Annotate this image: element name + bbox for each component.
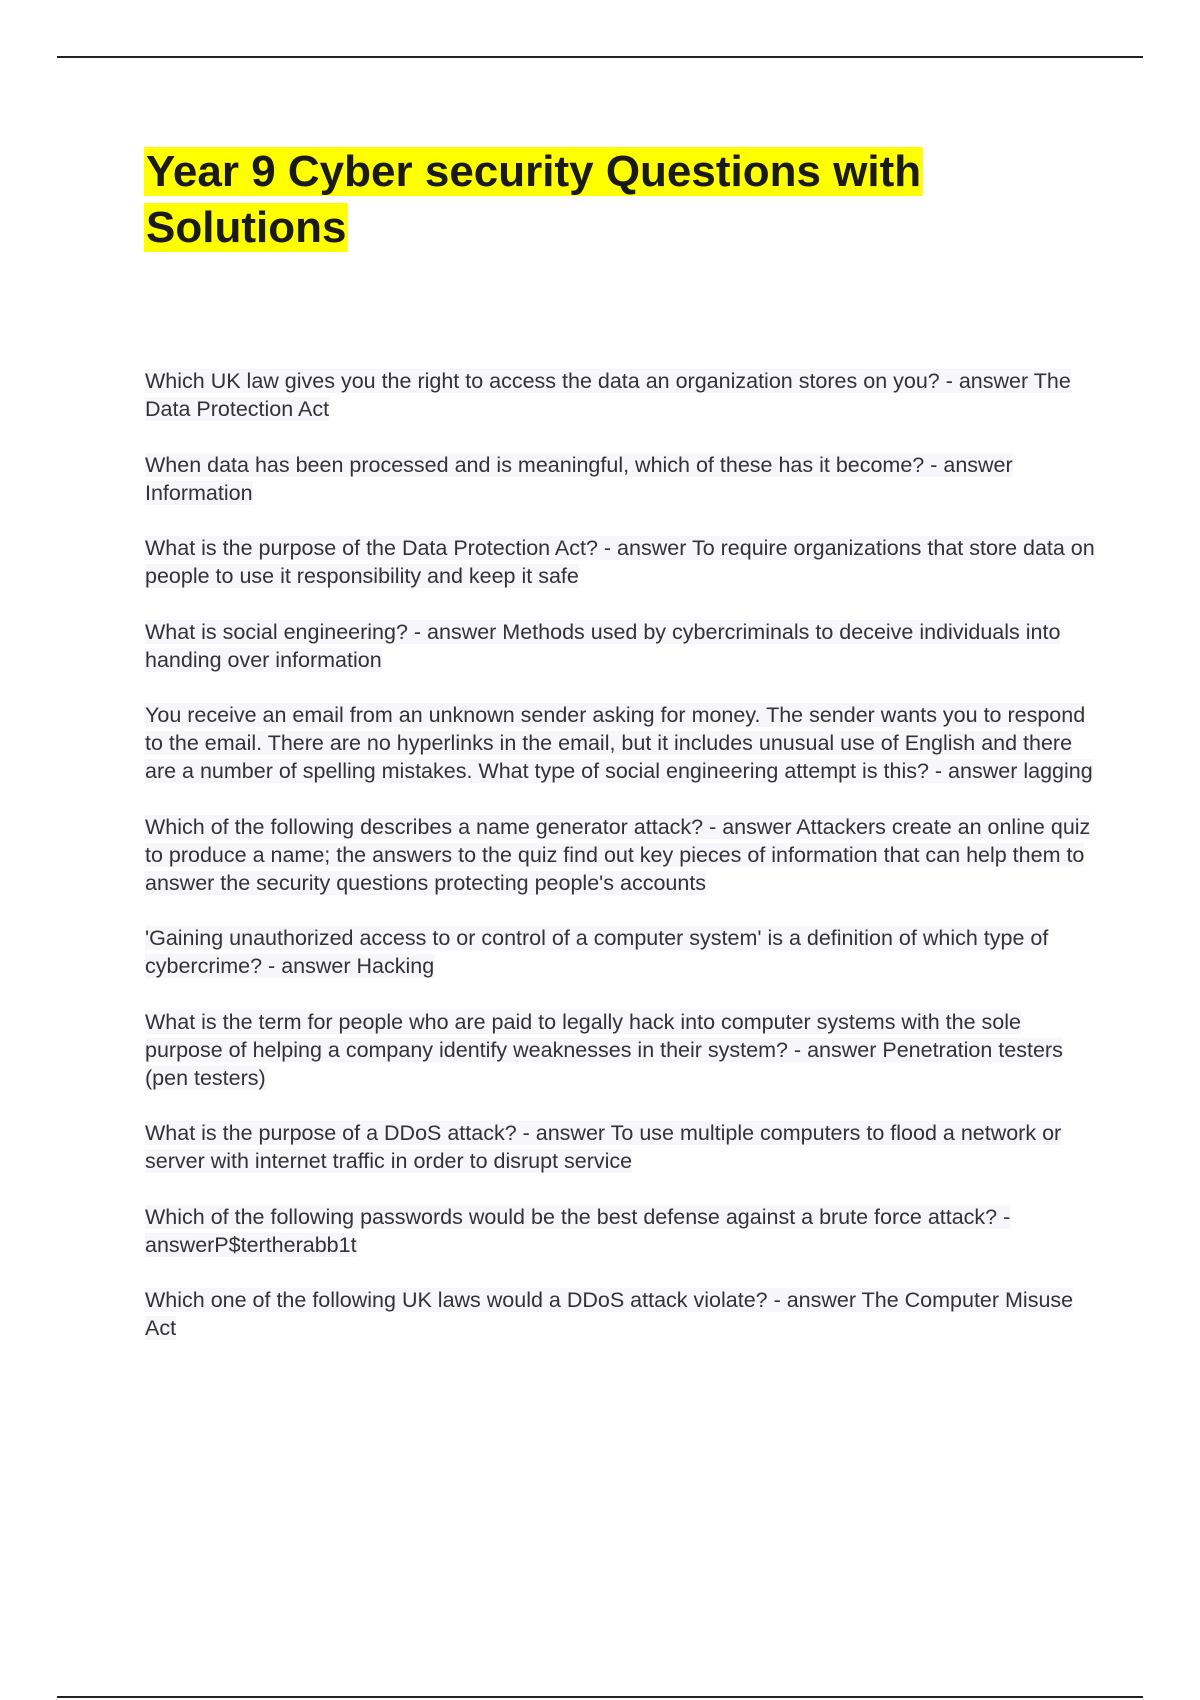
qa-text: Which one of the following UK laws would a DDoS attack violate? - answer The Computer Misuse Act: [145, 1288, 1074, 1340]
qa-list: [145, 367, 1095, 1370]
qa-item-7: [145, 924, 1095, 980]
document-title-text: Year 9 Cyber security Questions with Solutions: [146, 147, 922, 252]
qa-text: You receive an email from an unknown sender asking for money. The sender wants you to respond to the email. There are no hyperlinks in the email, but it includes unusual use of English and there are a number of spelling mistakes. What type of social engineering attempt is this? - answer lagging: [145, 703, 1093, 783]
qa-item-3: [145, 534, 1095, 590]
qa-text: What is the term for people who are paid to legally hack into computer systems with the sole purpose of helping a company identify weaknesses in their system? - answer Penetration testers (pen testers): [145, 1009, 1063, 1090]
qa-text: Which of the following describes a name generator attack? - answer Attackers create an online quiz to produce a name; the answers to the quiz find out key pieces of information that can help them to answer the security questions protecting people's accounts: [145, 814, 1091, 895]
qa-item-10: [145, 1203, 1095, 1259]
qa-item-8: [145, 1008, 1095, 1092]
qa-item-2: [145, 451, 1095, 507]
qa-text: Which UK law gives you the right to access the data an organization stores on you? - answer The Data Protection Act: [145, 369, 1071, 421]
qa-item-4: [145, 618, 1095, 674]
bottom-rule: [57, 1696, 1143, 1698]
qa-text: Which of the following passwords would be the best defense against a brute force attack? - answerP$tertherabb1t: [145, 1204, 1011, 1257]
qa-text: What is the purpose of the Data Protection Act? - answer To require organizations that store data on people to use it responsibility and keep it safe: [145, 536, 1095, 588]
qa-text: 'Gaining unauthorized access to or control of a computer system' is a definition of which type of cybercrime? - answer Hacking: [145, 926, 1049, 978]
qa-item-5: [145, 701, 1095, 785]
qa-text: When data has been processed and is meaningful, which of these has it become? - answer Information: [145, 452, 1013, 505]
qa-text: What is the purpose of a DDoS attack? - answer To use multiple computers to flood a network or server with internet traffic in order to disrupt service: [145, 1121, 1062, 1173]
qa-item-1: [145, 367, 1095, 423]
qa-text: What is social engineering? - answer Methods used by cybercriminals to deceive individuals into handing over information: [145, 619, 1061, 672]
qa-item-6: [145, 813, 1095, 897]
qa-item-9: [145, 1119, 1095, 1175]
qa-item-11: [145, 1286, 1095, 1342]
top-rule: [57, 56, 1143, 58]
document-title: [144, 144, 1104, 256]
